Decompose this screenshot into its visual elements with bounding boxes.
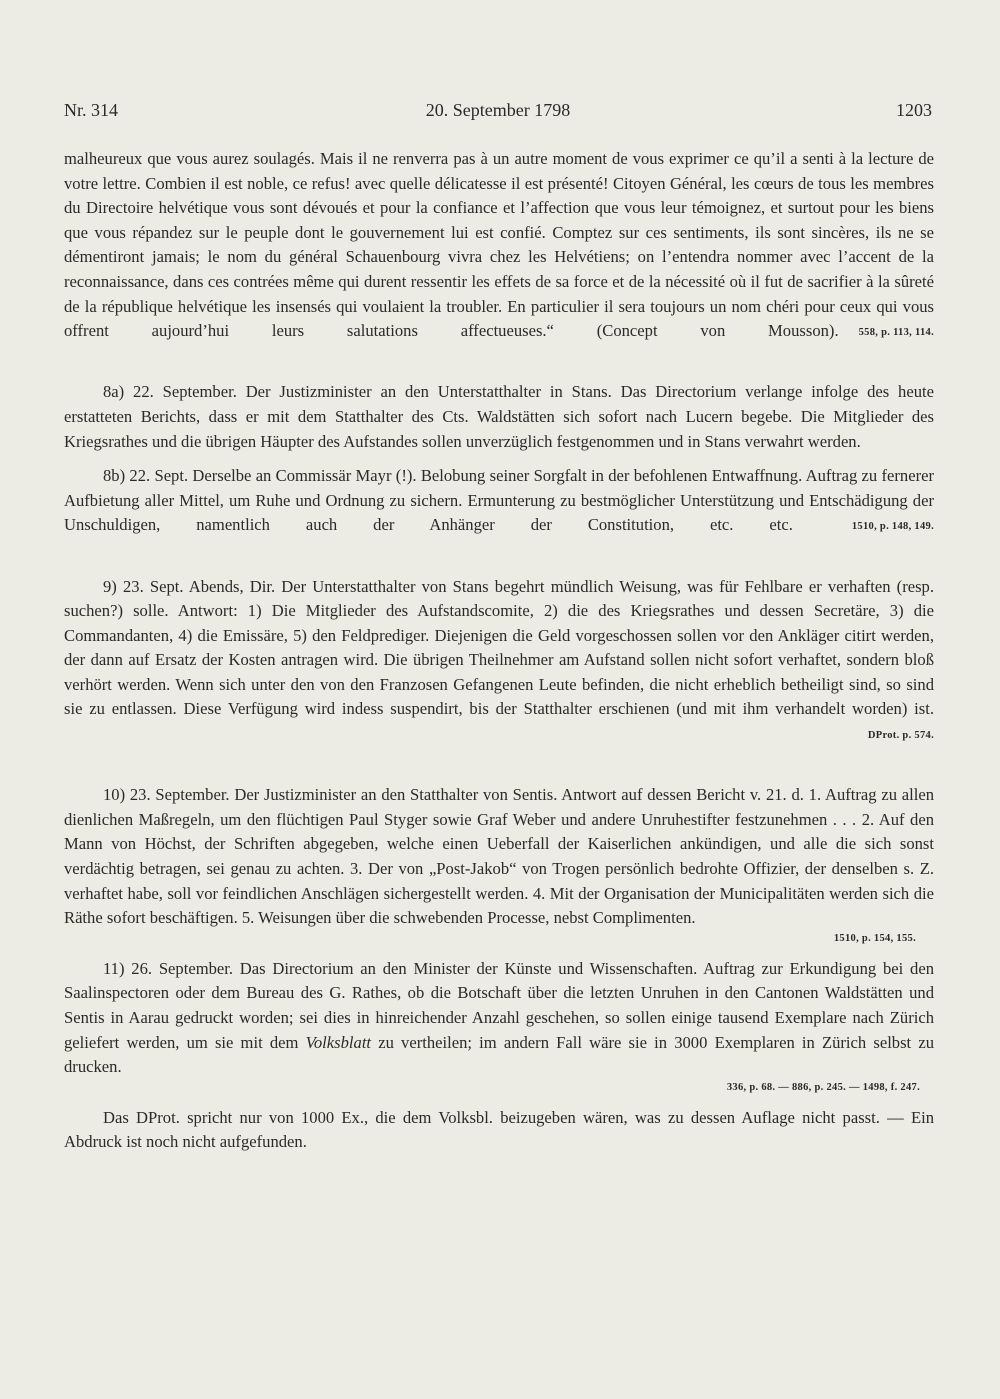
running-header <box>64 100 932 130</box>
paragraph-text: 10) 23. September. Der Justizminister an den Statthalter von Sentis. Antwort auf dessen Bericht v. 21. d. 1. Auftrag zu allen dienlichen Maßregeln, um den flüchtigen Paul Styger sowie Graf Weber und andere Unruhestifter festzunehmen . . . 2. Auf den Mann von Höchst, der Schriften abgegeben, welche einen Ueberfall der Kaiserlichen ankündigen, und alle die sich sonst verdächtig betragen, sei genau zu achten. 3. Der von „Post-Jakob“ von Trogen persönlich bedrohte Offizier, der denselben s. Z. verhaftet habe, soll vor feindlichen Anschlägen sichergestellt werden. 4. Mit der Organisation der Municipalitäten werden sich die Räthe sofort beschäftigen. 5. Weisungen über die schwebenden Processe, nebst Complimenten. <box>64 785 934 928</box>
paragraph-text: 9) 23. Sept. Abends, Dir. Der Unterstatthalter von Stans begehrt mündlich Weisung, was für Fehlbare er verhaften (resp. suchen?) solle. Antwort: 1) Die Mitglieder des Aufstandscomite, 2) die des Kriegsrathes und dessen Secretäre, 3) die Commandanten, 4) die Emissäre, 5) den Feldprediger. Diejenigen die Geld vorgeschossen sollen vor den Ankläger citirt werden, der dann auf Ersatz der Kosten antragen wird. Die übrigen Theilnehmer am Aufstand sollen nicht sofort verhaftet, sondern bloß verhört werden. Wenn sich unter den von den Franzosen Gefangenen Leute befinden, die nicht erheblich betheiligt sind, so sind sie zu entlassen. Diese Verfügung wird indess suspendirt, bis der Statthalter erschienen (und mit ihm verhandelt worden) ist. <box>64 576 934 719</box>
italic-title: Volksblatt <box>305 1032 372 1052</box>
paragraph-10 <box>64 783 934 931</box>
page-body <box>64 147 934 1155</box>
paragraph-text: 8b) 22. Sept. Derselbe an Commissär Mayr (!). Belobung seiner Sorgfalt in der befohlenen Entwaffnung. Auftrag zu fernerer Aufbietung aller Mittel, um Ruhe und Ordnung zu sichern. Ermunterung zu bestmöglicher Unterstützung und Entschädigung der Unschuldigen, namentlich auch der Anhänger der Constitution, etc. etc. <box>64 466 934 535</box>
paragraph-continuation <box>64 147 934 370</box>
page-number: 1203 <box>896 100 932 120</box>
source-reference: 1510, p. 148, 149. <box>851 521 934 533</box>
paragraph-text: 8a) 22. September. Der Justizminister an den Unterstatthalter in Stans. Das Directorium verlange infolge des heute erstatteten Berichts, dass er mit dem Statthalter des Cts. Waldstätten sich sofort nach Lucern begebe. Die Mitglieder des Kriegsrathes und die übrigen Häupter des Aufstandes sollen unverzüglich festgenommen und in Stans verwahrt werden. <box>64 382 934 451</box>
document-number: Nr. 314 <box>64 100 118 120</box>
paragraph-note <box>64 1106 934 1155</box>
paragraph-9 <box>64 575 934 774</box>
paragraph-text: malheureux que vous aurez soulagés. Mais il ne renverra pas à un autre moment de vous exprimer ce qu’il a senti à la lecture de votre lettre. Combien il est noble, ce refus! avec quelle délicatesse il est présenté! Citoyen Général, les cœurs de tous les membres du Directoire helvétique vous sont dévoués et pour la confiance et l’affection que vous leur témoignez, et surtout pour les biens que vous répandez sur le peuple dont le gouvernement lui est confié. Comptez sur ces sentiments, ils sont sincères, ils ne se démentiront jamais; le nom du général Schauenbourg vivra chez les Helvétiens; on l’entendra nommer avec l’accent de la reconnaissance, dans ces contrées même qui durent ressentir les effets de sa force et de la nécessité où il fut de sacrifier à la sûreté de la république helvétique les insensés qui voulaient la troubler. En particulier il sera toujours un nom chéri pour ceux qui vous offrent aujourd’hui leurs salutations affectueuses.“ (Concept von Mousson). <box>64 149 934 341</box>
paragraph-text: Das DProt. spricht nur von 1000 Ex., die dem Volksbl. beizugeben wären, was zu dessen Auflage nicht passt. — Ein Abdruck ist noch nicht aufgefunden. <box>64 1107 934 1152</box>
paragraph-text: 11) 26. September. Das Directorium an den Minister der Künste und Wissenschaften. Auftrag zur Erkundigung bei den Saalinspectoren oder dem Bureau des G. Rathes, ob die Botschaft über die letzten Unruhen in den Cantonen Waldstätten und Sentis in Aarau gedruckt worden; sei dies in hinreichender Anzahl geschehen, so sollen einige tausend Exemplare nach Zürich geliefert werden, um sie mit dem <box>64 958 934 1052</box>
header-date: 20. September 1798 <box>425 100 571 120</box>
source-reference: 1510, p. 154, 155. <box>833 932 916 944</box>
paragraph-8b <box>64 464 934 564</box>
paragraph-8a <box>64 380 934 454</box>
paragraph-11 <box>64 957 934 1080</box>
source-reference: 558, p. 113, 114. <box>858 327 934 339</box>
source-reference: 336, p. 68. — 886, p. 245. — 1498, f. 247. <box>726 1081 920 1093</box>
source-reference: DProt. p. 574. <box>867 730 934 742</box>
paragraph-text: zu vertheilen; im andern Fall wäre sie in 3000 Exemplaren in Zürich selbst zu drucken. <box>64 1032 935 1077</box>
